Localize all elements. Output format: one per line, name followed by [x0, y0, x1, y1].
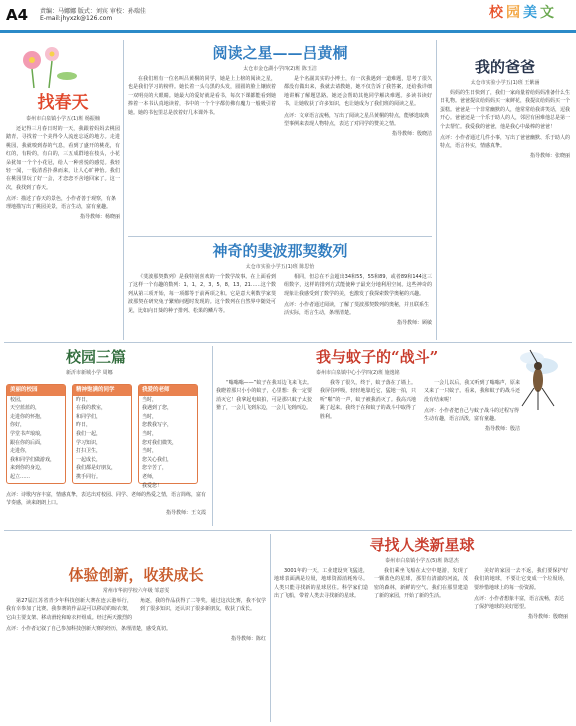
column-divider — [123, 40, 124, 340]
poem-line: 一起成长， — [76, 456, 102, 463]
poem-line: 老师， — [142, 473, 158, 480]
poem-line: 我们一起， — [76, 430, 102, 437]
article-author: 泰州市白泉镇中心小学四(2)班 施逸铭 — [316, 370, 400, 376]
article-yuedu — [128, 42, 432, 234]
article-shulie — [128, 240, 432, 340]
column-divider — [436, 40, 437, 340]
article-body-right: 美好的家园一去不返，我们要保护好我们的地球，不要让它变成一个垃圾场，要珍惜地球上的每一份资源。 — [474, 568, 568, 591]
article-comment: 点评：小作者把自己与蚊子战斗的过程写得生动有趣，语言活泼，富有童趣。 — [424, 408, 520, 423]
poem-line: 您辛苦了， — [142, 465, 168, 472]
poem-line: 打扫卫生， — [76, 448, 102, 455]
teacher-credit: 指导教师：张晓丽 — [529, 153, 570, 160]
masthead-char: 校 — [489, 5, 504, 21]
article-author: 太仓市实验小学五(1)班 王紫涵 — [470, 80, 540, 86]
flower-illustration — [12, 40, 82, 90]
article-body-right: 是个名副其实的小博士，有一次我遇到一道难题，思考了很久都没有做出来，我就去请教她，她不仅告诉了我答案，还给我详细地讲解了解题思路。她还会帮助其他同学解决难题。多读书读好书，让她收获了许多知识，也让她成为了我们班的阅读之星。 — [284, 76, 432, 108]
poem-line: 来到你的身边， — [10, 465, 46, 472]
article-body-left: 《斐波那契数列》是我特别喜欢的一个数学故事。在上面看到了这样一个有趣的数列：1，1，2，3，5，8，13，21……这个数列从第三项开始，每一项都等于前两项之和。它是意大利数学家斐波那契在研究兔子繁殖问题时发现的。这个数列在自然界中随处可见，比如向日葵的种子排列、松果的鳞片等。 — [128, 274, 276, 314]
page-header — [0, 0, 576, 40]
poem-line: 您关心我们， — [142, 456, 173, 463]
header-rule — [0, 30, 576, 33]
article-title: 寻找人类新星球 — [369, 536, 475, 554]
poem-title: 美丽的校园 — [7, 385, 65, 396]
poem-line: 昨日， — [76, 396, 92, 403]
article-body-left: 在我们班有一位名叫吕黄桐的同学，她是上上榜的阅读之星，也是我们学习的榜样。她长着一头乌黑的头发，圆圆的脸上镶嵌着一双明亮的大眼睛。她最大的爱好就是看书，每次下课都能看到她捧着一本书认真地读着，书中的一个个字都仿佛有魔力一般吸引着她。她的书包里总是放着好几本课外书。 — [128, 76, 276, 116]
article-author: 泰州市白泉镇小学五(1)班 杨振楠 — [26, 116, 100, 122]
poem-line: 校园， — [10, 396, 26, 403]
poem-line: 跟在你的后面， — [10, 439, 46, 446]
poem-box — [6, 384, 66, 484]
masthead-char: 美 — [523, 5, 538, 21]
article-chuntian — [6, 88, 120, 338]
email: E-mail:jhyxzk@126.com — [40, 15, 113, 22]
poem-line: 当时， — [142, 396, 158, 403]
article-body-left: 3001年的一天，工业建设突飞猛进，地球表面满是垃圾，地球资源消耗殆尽。人类只能寻找新的星球居住。科学家们造出了飞船，带着人类去寻找新的星球。 — [274, 568, 368, 600]
article-author: 常州市华润学校六年级 邹意雯 — [102, 588, 170, 594]
article-comment: 点评：小作者记叙了自己参加科技创新大赛的经历，条理清楚，感受真切。 — [6, 626, 172, 633]
article-title: 校园三篇 — [66, 348, 127, 366]
poem-line: 你好， — [10, 422, 26, 429]
poem-line: 我们都是好朋友， — [76, 465, 117, 472]
article-comment: 点评：文章语言流畅，写出了阅读之星吕黄桐的特点，能够选取典型事例来表现人物特点，表达了对同学的赞美之情。 — [284, 112, 430, 127]
article-xingqiu — [274, 534, 570, 724]
poem-title: 我爱的老师 — [139, 385, 197, 396]
poem-group — [6, 384, 198, 489]
poem-line: 您对我们微笑， — [142, 439, 178, 446]
article-body: 第27届江苏省青少年科技创新大赛在连云港举行，我有幸参加了比赛。我参赛的作品是可以移动的晾衣架，它由主要支架、移动滑轮和晾衣杆组成。经过两天激烈的角逐，我的作品获得了二等奖。通过这次比赛，我不仅学到了很多知识，还认识了很多新朋友，收获了成长。 — [6, 598, 266, 621]
teacher-credit: 指导教师：陈红 — [230, 636, 266, 643]
poem-line: 我爱您！ — [142, 482, 163, 489]
poem-line: 学堂书声琅琅， — [10, 430, 46, 437]
article-title: 找春天 — [37, 93, 89, 113]
poem-line: 天空蓝蓝的， — [10, 405, 41, 412]
column-divider — [212, 346, 213, 526]
article-body: 还记得三月春日时的一天，我跟着妈妈去桃园踏青，寻找着一个美得令人流连忘返的地方。走进桃园，我就嗅到春的气息，看到了盛开的桃花，有红的，有粉的，有白的，三五成群地在枝头，小花朵犹如一个个小花冠，给人一种喜悦的感觉。我轻轻一闻，一股清香扑鼻而来，让人心旷神怡。我们在桃园里玩了好一会，才恋恋不舍地回家了。这一次，我找到了春天。 — [6, 126, 120, 191]
section-divider — [128, 236, 432, 237]
article-title: 神奇的斐波那契数列 — [212, 242, 348, 260]
poem-line: 携手同行。 — [76, 473, 102, 480]
section-divider — [4, 530, 572, 531]
article-title: 阅读之星——吕黄桐 — [212, 44, 348, 62]
article-author: 太仓市金仓湖小学四(2)班 陈玉洁 — [243, 66, 317, 72]
article-body: 妈妈的生日快到了，我们一家商量着给妈妈准备什么生日礼物。爸爸提议给妈妈买一束鲜花，我提议给妈妈买一个蛋糕。爸爸是一个非常幽默的人，他常常给我讲笑话，逗我开心。爸爸还是一个乐于助人的人，邻居有困难他总是第一个去帮忙。我爱我的爸爸，他是我心中最棒的爸爸！ — [440, 90, 571, 130]
masthead-char: 园 — [506, 5, 521, 21]
teacher-credit: 指导教师：顾敏 — [396, 320, 432, 327]
article-body-right: 一会儿以后，我又听到了嗡嗡声，原来又来了一只蚊子。看来，我和蚊子的战斗还没有结束呢！ — [424, 380, 520, 403]
section-divider — [4, 342, 572, 343]
poem-line: 我和同学们做游戏， — [10, 456, 56, 463]
poem-box — [138, 384, 198, 489]
poem-line: 您教我写字， — [142, 422, 173, 429]
poem-line: 当时， — [142, 430, 158, 437]
page-number: A4 — [6, 6, 29, 24]
masthead-char: 文 — [540, 5, 555, 21]
poem-line: 在我的教室， — [76, 405, 107, 412]
article-body-mid: 我等了很久，终于，蚊子落在了墙上。我屏住呼吸，轻轻地靠近它，猛地一拍，只听“啪”的一声，蚊子被我消灭了。我高兴地跳了起来。我终于在和蚊子的战斗中取得了胜利。 — [320, 380, 416, 420]
article-comment: 点评：诗歌内容丰富，情感真挚，表达出对校园、同学、老师的热爱之情，语言简练，富有节奏感，读来朗朗上口。 — [6, 492, 207, 506]
editor-info: 责编：马娜娜 版式：刘宾 审校：孙瑞佳 — [40, 8, 146, 15]
poem-box — [72, 384, 132, 484]
article-title: 体验创新，收获成长 — [68, 566, 204, 584]
article-chuangxin — [6, 564, 266, 724]
poem-line: 昨日， — [76, 422, 92, 429]
article-baba — [440, 56, 570, 340]
teacher-credit: 指导教师：杨晓丽 — [79, 214, 120, 221]
poem-line: 走进你， — [10, 448, 31, 455]
article-body-right: 相同，但总在不会超出34和55，55和89，或者89和144这三组数字，这样的排列方式能使种子最充分地利用空间。这些神奇的现象让我感受到了数学的美，也激发了我探索数学奥秘的兴趣。 — [284, 274, 432, 297]
poem-line: 我遇到了您， — [142, 405, 173, 412]
sanpian-footer — [6, 488, 206, 528]
article-comment: 点评：小作者通过阅读，了解了斐波那契数列的奥秘，并且联系生活实际，语言生动，条理清楚。 — [284, 302, 430, 317]
poem-title: 精神饱满的同学 — [73, 385, 131, 396]
article-comment: 点评：描述了春天的景色，小作者善于观察，有条理地描写出了桃园美景，语言生动，富有童趣。 — [6, 196, 117, 211]
article-comment: 点评：小作者想象丰富，语言流畅，表达了保护地球的美好愿望。 — [474, 596, 565, 611]
column-divider — [270, 534, 271, 722]
article-body-mid: 我们乘坐飞船在太空中遨游，发现了一颗蓝色的星球，那里有清澈的河流，茂密的森林，新鲜的空气。我们在那里建造了新的家园，开始了新的生活。 — [374, 568, 468, 600]
poem-line: 走进你的怀抱， — [10, 413, 46, 420]
article-author: 泰州市白泉镇小学五(5)班 陈思杰 — [385, 558, 459, 564]
article-author: 太仓市实验小学五(1)班 陈思怡 — [245, 264, 315, 270]
teacher-credit: 指导教师：殷晓丽 — [527, 614, 568, 621]
article-author: 新沂市新城小学 周娜 — [66, 370, 113, 376]
poem-line: 当时， — [142, 448, 158, 455]
mosquito-illustration — [508, 344, 570, 414]
article-title: 我的爸爸 — [474, 58, 535, 76]
teacher-credit: 指导教师：殷洁 — [484, 426, 520, 433]
teacher-credit: 指导教师：王文霞 — [165, 510, 206, 516]
teacher-credit: 指导教师：殷晓洁 — [391, 130, 432, 137]
masthead-title — [488, 2, 556, 22]
poem-line: 当时， — [142, 413, 158, 420]
article-body-left: “嗡嗡嗡——”蚊子在我耳边飞来飞去。我瞪着那只小小的蚊子，心里想：我一定要消灭它！我拿起电蚊拍，可是那只蚊子太狡猾了，一会儿飞到东边，一会儿飞到西边。 — [216, 380, 312, 412]
poem-line: 和同学们， — [76, 413, 102, 420]
article-title: 我与蚊子的“战斗” — [316, 348, 439, 366]
poem-line: 起立…… — [10, 473, 31, 480]
article-comment: 点评：小作者通过几件小事，写出了爸爸幽默、乐于助人的特点，语言朴实，情感真挚。 — [440, 135, 571, 150]
poem-line: 学习知识， — [76, 439, 102, 446]
